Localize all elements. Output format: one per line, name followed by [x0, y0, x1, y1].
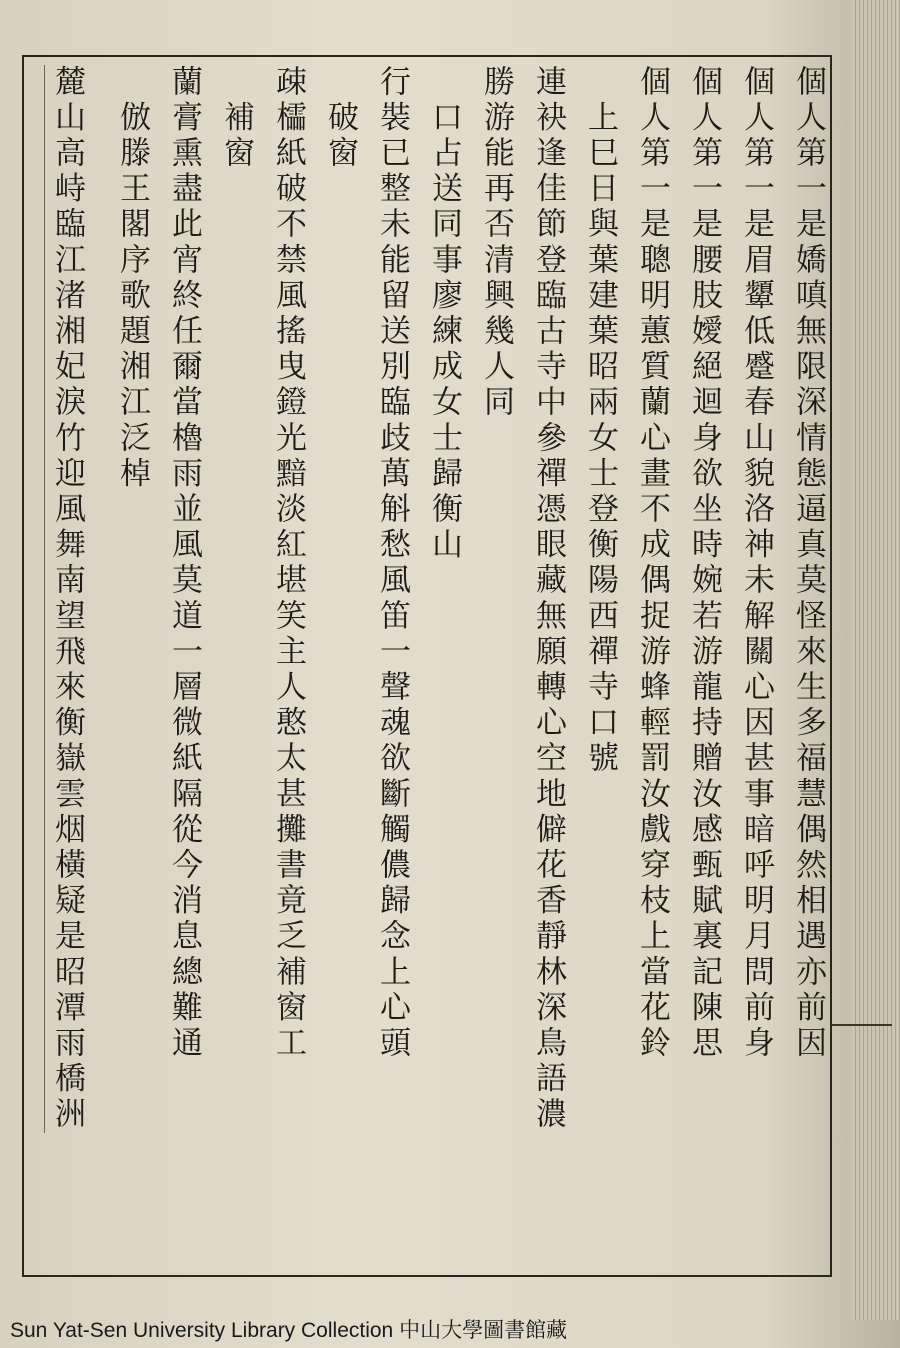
text-column: 麓山高峙臨江渚湘妃淚竹迎風舞南望飛來衡嶽雲烟橫疑是昭潭雨橋洲 — [44, 65, 89, 1133]
text-column: 連袂逢佳節登臨古寺中參禪憑眼藏無願轉心空地僻花香靜林深鳥語濃 — [530, 65, 566, 1133]
poem-title: 倣滕王閣序歌題湘江泛棹 — [114, 65, 150, 493]
page-edge — [852, 0, 900, 1320]
poem-title: 破窗 — [322, 65, 358, 172]
text-column: 個人第一是聰明蕙質蘭心畫不成偶捉游蜂輕罰汝戲穿枝上當花鈴 — [634, 65, 670, 1062]
page-marker-line — [832, 1024, 892, 1026]
poem-title: 口占送同事廖練成女士歸衡山 — [426, 65, 462, 564]
collection-credit: Sun Yat-Sen University Library Collection 中山大學圖書館藏 — [10, 1319, 568, 1342]
text-frame — [22, 55, 832, 1277]
text-column: 勝游能再否清興幾人同 — [478, 65, 514, 421]
text-column: 個人第一是嬌嗔無限深情態逼真莫怪來生多福慧偶然相遇亦前因 — [790, 65, 826, 1062]
text-column: 行裝已整未能留送別臨歧萬斛愁風笛一聲魂欲斷觸儂歸念上心頭 — [374, 65, 410, 1062]
text-column: 個人第一是腰肢嬡絕迴身欲坐時婉若游龍持贈汝感甄賦裏記陳思 — [686, 65, 722, 1062]
poem-title: 補窗 — [218, 65, 254, 172]
poem-title: 上巳日與葉建葉昭兩女士登衡陽西禪寺口號 — [582, 65, 618, 777]
text-column: 蘭膏熏盡此宵終任爾當櫓雨並風莫道一層微紙隔從今消息總難通 — [166, 65, 202, 1062]
text-column: 個人第一是眉顰低蹙春山貌洛神未解關心因甚事暗呼明月問前身 — [738, 65, 774, 1062]
text-column: 疎櫺紙破不禁風搖曳鐙光黯淡紅堪笑主人憨太甚攤書竟乏補窗工 — [270, 65, 306, 1062]
